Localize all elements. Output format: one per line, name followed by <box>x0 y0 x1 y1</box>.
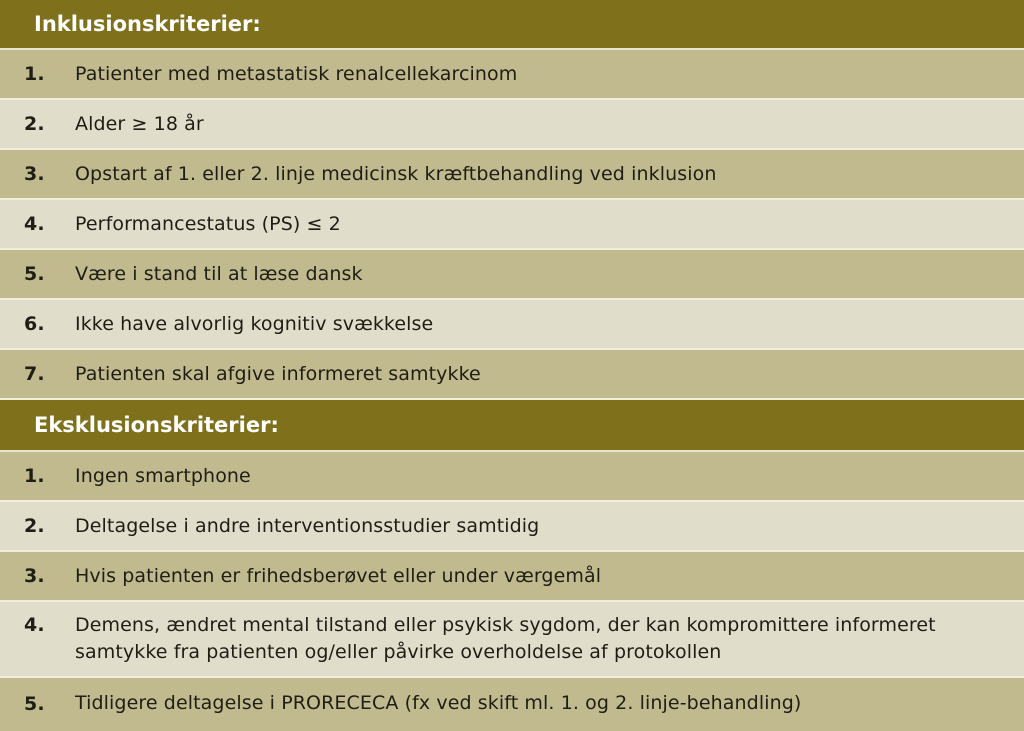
row-number: 5. <box>24 692 45 715</box>
row-text: Være i stand til at læse dansk <box>75 262 363 285</box>
row-number: 1. <box>24 465 45 487</box>
row-text: Demens, ændret mental tilstand eller psykisk sygdom, der kan kompromittere informeret samtykke fra patienten og/eller påvirke overholdelse af protokollen <box>75 614 936 663</box>
inclusion-row-5 <box>0 250 1024 300</box>
row-text: Ikke have alvorlig kognitiv svækkelse <box>75 312 434 335</box>
inclusion-row-4 <box>0 200 1024 250</box>
row-number: 2. <box>24 113 45 135</box>
row-number: 5. <box>24 263 45 285</box>
exclusion-title: Eksklusionskriterier: <box>34 413 279 437</box>
row-number: 4. <box>24 213 45 235</box>
inclusion-header <box>0 0 1024 50</box>
exclusion-row-5 <box>0 678 1024 729</box>
row-number: 7. <box>24 363 45 385</box>
row-number: 3. <box>24 163 45 185</box>
row-number: 4. <box>24 614 45 636</box>
inclusion-row-3 <box>0 150 1024 200</box>
exclusion-row-1 <box>0 452 1024 502</box>
exclusion-header <box>0 400 1024 452</box>
row-number: 1. <box>24 63 45 85</box>
exclusion-row-2 <box>0 502 1024 552</box>
row-number: 2. <box>24 515 45 537</box>
row-text: Opstart af 1. eller 2. linje medicinsk kræftbehandling ved inklusion <box>75 162 717 185</box>
row-text: Hvis patienten er frihedsberøvet eller under værgemål <box>75 564 602 587</box>
exclusion-row-4 <box>0 602 1024 678</box>
exclusion-row-3 <box>0 552 1024 602</box>
inclusion-title: Inklusionskriterier: <box>34 12 261 36</box>
row-number: 3. <box>24 565 45 587</box>
row-text: Performancestatus (PS) ≤ 2 <box>75 212 341 235</box>
row-text: Patienten skal afgive informeret samtykke <box>75 362 481 385</box>
row-text: Alder ≥ 18 år <box>75 112 204 135</box>
inclusion-row-7 <box>0 350 1024 400</box>
inclusion-row-2 <box>0 100 1024 150</box>
row-text: Patienter med metastatisk renalcellekarcinom <box>75 62 518 85</box>
inclusion-row-6 <box>0 300 1024 350</box>
inclusion-row-1 <box>0 50 1024 100</box>
row-text: Deltagelse i andre interventionsstudier samtidig <box>75 514 540 537</box>
row-number: 6. <box>24 313 45 335</box>
row-text: Ingen smartphone <box>75 464 251 487</box>
row-text: Tidligere deltagelse i PRORECECA (fx ved skift ml. 1. og 2. linje-behandling) <box>75 692 802 714</box>
